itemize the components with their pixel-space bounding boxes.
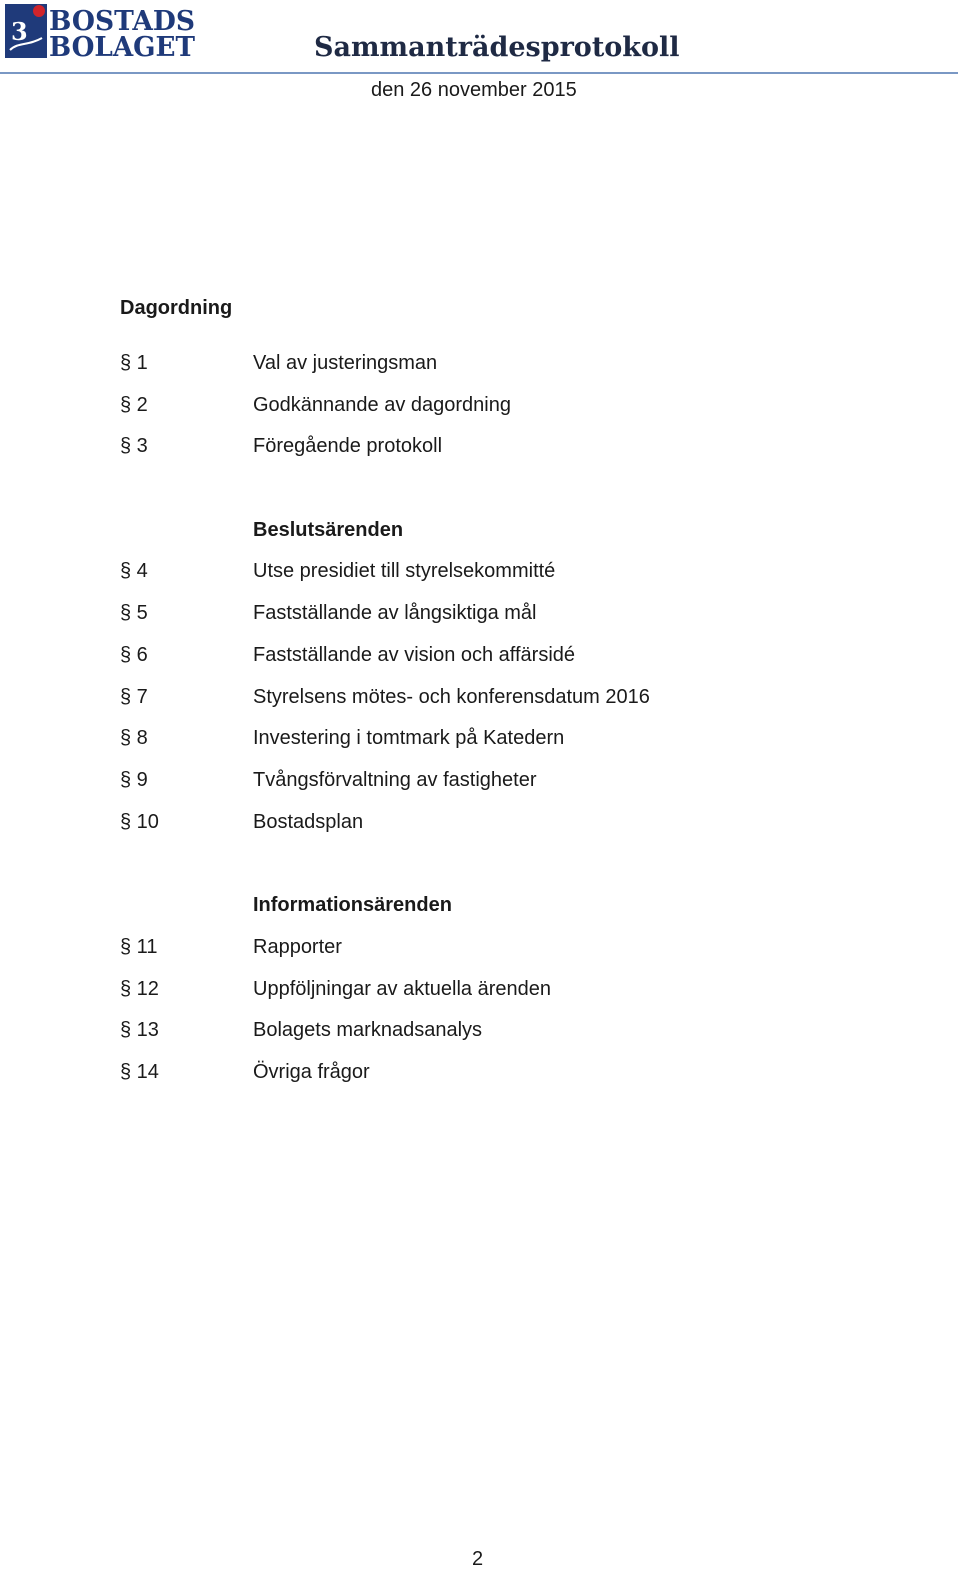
- agenda-item-number: § 7: [120, 686, 148, 708]
- document-date: den 26 november 2015: [371, 79, 577, 101]
- agenda-item-number: § 14: [120, 1061, 159, 1083]
- agenda-item-number: § 11: [120, 936, 158, 958]
- agenda-item: [0, 433, 960, 459]
- agenda-item-number: § 4: [120, 560, 148, 582]
- bostadsbolaget-logo: [4, 2, 198, 60]
- header-divider: [0, 72, 958, 74]
- agenda-item: [0, 392, 960, 418]
- section-heading-informationsarenden: Informationsärenden: [253, 894, 452, 916]
- agenda-item-text: Styrelsens mötes- och konferensdatum 2016: [253, 686, 650, 708]
- agenda-item: [0, 684, 960, 710]
- agenda-item-text: Uppföljningar av aktuella ärenden: [253, 978, 551, 1000]
- agenda-item-number: § 10: [120, 811, 159, 833]
- section-heading-beslutsarenden: Beslutsärenden: [253, 519, 404, 541]
- agenda-item-text: Bostadsplan: [253, 811, 364, 833]
- agenda-item-text: Fastställande av vision och affärsidé: [253, 644, 576, 666]
- agenda-item: [0, 600, 960, 626]
- agenda-item-number: § 8: [120, 727, 148, 749]
- agenda-item: [0, 1059, 960, 1085]
- logo-graphic: [4, 2, 198, 60]
- logo-red-dot: [33, 5, 45, 17]
- agenda-item-text: Investering i tomtmark på Katedern: [253, 727, 565, 749]
- agenda-item-text: Övriga frågor: [253, 1061, 370, 1083]
- agenda-item-text: Godkännande av dagordning: [253, 394, 511, 416]
- agenda-item: [0, 558, 960, 584]
- agenda-item: [0, 767, 960, 793]
- agenda-item: [0, 809, 960, 835]
- agenda-item-text: Bolagets marknadsanalys: [253, 1019, 483, 1041]
- agenda-item-text: Val av justeringsman: [253, 352, 438, 374]
- agenda-item-text: Utse presidiet till styrelsekommitté: [253, 560, 556, 582]
- agenda-item: [0, 1017, 960, 1043]
- document-title: Sammanträdesprotokoll: [314, 32, 680, 63]
- agenda-item: [0, 934, 960, 960]
- agenda-item-number: § 5: [120, 602, 148, 624]
- agenda-item-number: § 9: [120, 769, 148, 791]
- agenda-item-number: § 6: [120, 644, 148, 666]
- agenda-item-text: Tvångsförvaltning av fastigheter: [253, 769, 537, 791]
- agenda-heading: Dagordning: [120, 297, 233, 319]
- logo-wordmark-line2: BOLAGET: [49, 32, 195, 60]
- logo-wordmark-line1: BOSTADS: [49, 6, 195, 37]
- agenda-item: [0, 976, 960, 1002]
- agenda-item: [0, 350, 960, 376]
- page-number: 2: [472, 1548, 484, 1570]
- agenda-item-number: § 12: [120, 978, 159, 1000]
- agenda-item-text: Fastställande av långsiktiga mål: [253, 602, 537, 624]
- agenda-item-text: Rapporter: [253, 936, 342, 958]
- agenda-item-number: § 3: [120, 435, 148, 457]
- logo-emblem-text: 3: [11, 17, 28, 46]
- agenda-item-number: § 13: [120, 1019, 159, 1041]
- agenda-item: [0, 642, 960, 668]
- agenda-item-text: Föregående protokoll: [253, 435, 443, 457]
- agenda-item: [0, 725, 960, 751]
- agenda-item-number: § 1: [120, 352, 148, 374]
- agenda-item-number: § 2: [120, 394, 148, 416]
